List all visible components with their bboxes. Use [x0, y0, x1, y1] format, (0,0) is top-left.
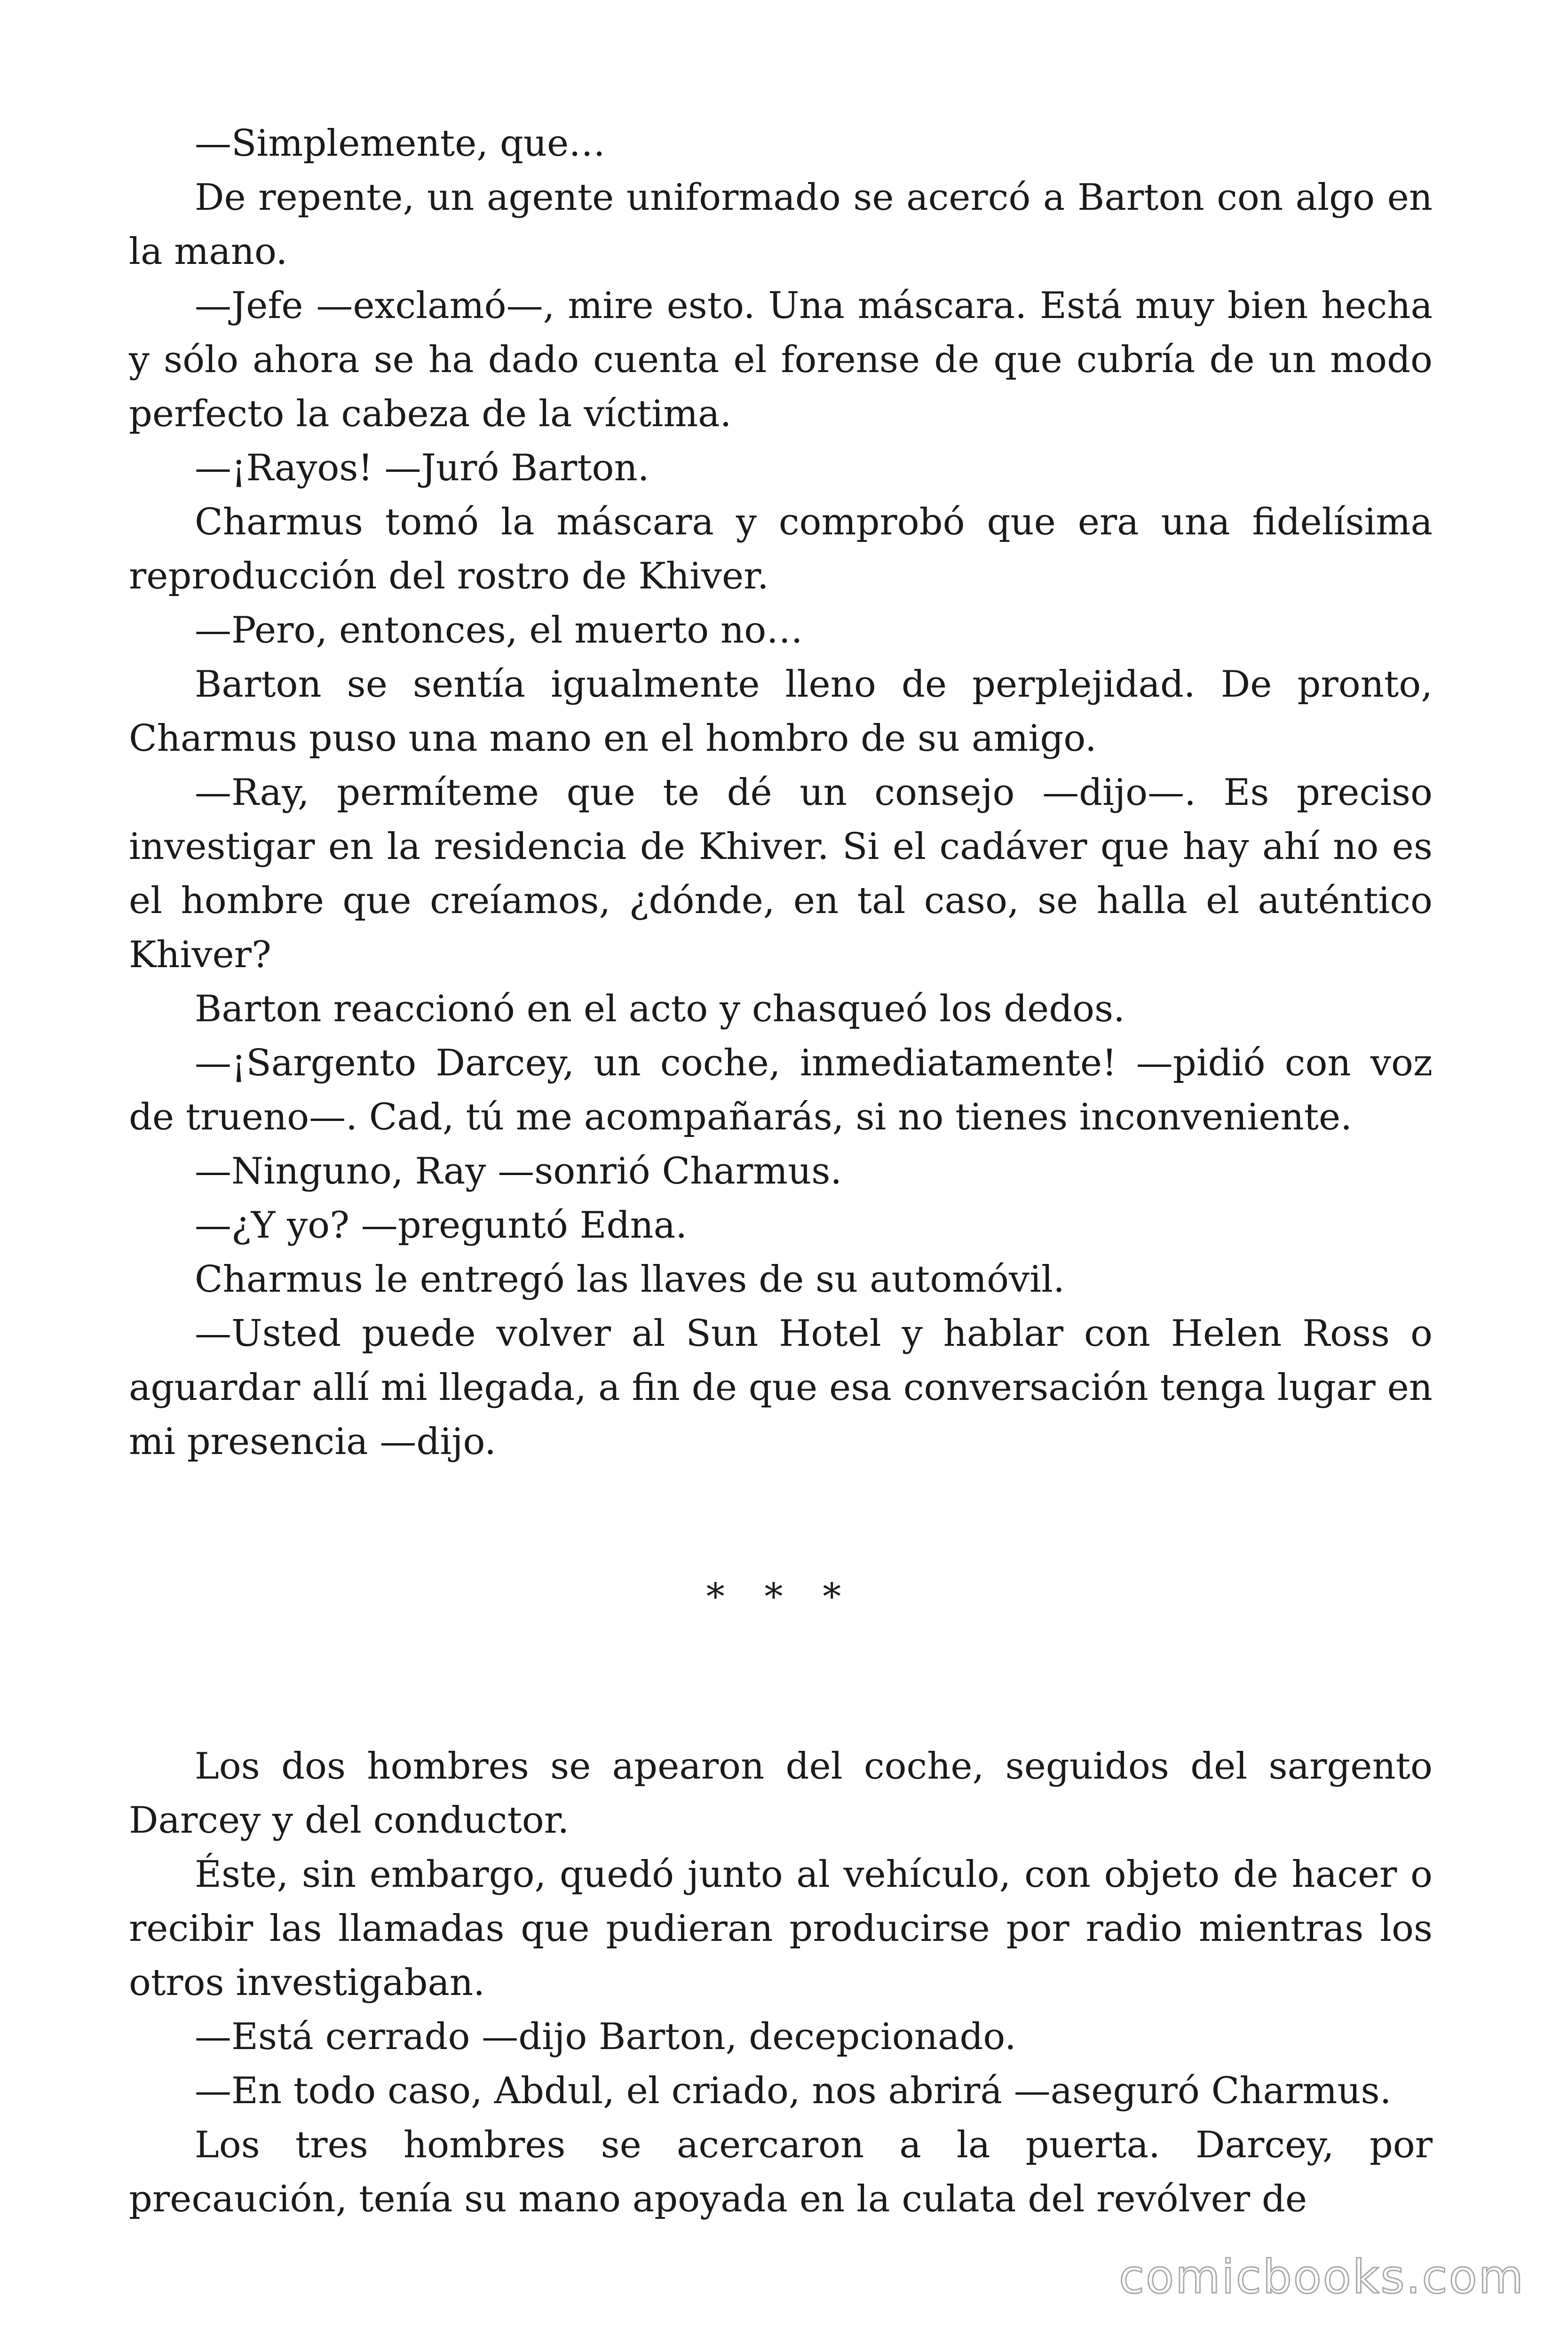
paragraph: Los tres hombres se acercaron a la puerta. Darcey, por precaución, tenía su mano apoyada en la culata del revólver de: [129, 2124, 1433, 2220]
section-break: [129, 1469, 1433, 1740]
paragraph: Barton reaccionó en el acto y chasqueó los dedos.: [195, 988, 1125, 1030]
paragraph: —¿Y yo? —preguntó Edna.: [195, 1204, 688, 1247]
paragraph: —Ninguno, Ray —sonrió Charmus.: [195, 1150, 842, 1192]
paragraph: Los dos hombres se apearon del coche, seguidos del sargento Darcey y del conductor.: [129, 1745, 1433, 1842]
paragraph: —Simplemente, que…: [195, 122, 606, 165]
paragraph: —Pero, entonces, el muerto no…: [195, 609, 803, 652]
book-page-text: [129, 117, 1433, 2226]
paragraph: —Jefe —exclamó—, mire esto. Una máscara. Está muy bien hecha y sólo ahora se ha dado cuenta el forense de que cubría de un modo perfecto la cabeza de la víctima.: [129, 285, 1433, 435]
paragraph: Charmus tomó la máscara y comprobó que era una fidelísima reproducción del rostro de Khiver.: [129, 501, 1433, 597]
paragraph: De repente, un agente uniformado se acercó a Barton con algo en la mano.: [129, 176, 1433, 273]
paragraph: Charmus le entregó las llaves de su automóvil.: [195, 1258, 1065, 1301]
paragraph: —¡Rayos! —Juró Barton.: [195, 447, 649, 489]
paragraph: —Ray, permíteme que te dé un consejo —dijo—. Es preciso investigar en la residencia de Khiver. Si el cadáver que hay ahí no es el hombre que creíamos, ¿dónde, en tal caso, se halla el auténtico Khiver?: [129, 771, 1433, 976]
paragraph: —Está cerrado —dijo Barton, decepcionado.: [195, 2016, 1016, 2058]
paragraph: —En todo caso, Abdul, el criado, nos abrirá —aseguró Charmus.: [195, 2070, 1392, 2112]
paragraph: Barton se sentía igualmente lleno de perplejidad. De pronto, Charmus puso una mano en el hombro de su amigo.: [129, 663, 1433, 760]
watermark-logo: comicbooks.com: [1119, 2250, 1525, 2304]
section-break-asterisks: * * *: [706, 1576, 855, 1618]
paragraph: —Usted puede volver al Sun Hotel y hablar con Helen Ross o aguardar allí mi llegada, a fin de que esa conversación tenga lugar en mi presencia —dijo.: [129, 1312, 1433, 1463]
paragraph: —¡Sargento Darcey, un coche, inmediatamente! —pidió con voz de trueno—. Cad, tú me acompañarás, si no tienes inconveniente.: [129, 1042, 1433, 1138]
paragraph: Éste, sin embargo, quedó junto al vehículo, con objeto de hacer o recibir las llamadas que pudieran producirse por radio mientras los otros investigaban.: [129, 1853, 1433, 2004]
